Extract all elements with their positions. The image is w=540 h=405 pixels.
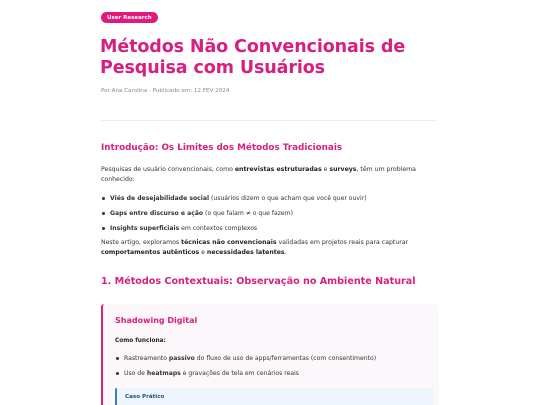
callout-label: Caso Prático (125, 394, 165, 400)
list-item (101, 191, 367, 206)
case-study-callout (115, 388, 433, 405)
list-item (101, 206, 367, 221)
method-card (101, 304, 439, 405)
list-item (115, 366, 376, 381)
intro-heading: Introdução: Os Limites dos Métodos Tradicionais (101, 143, 343, 153)
text-span: Pesquisas de usuário convencionais, como (101, 166, 235, 173)
bold-term: surveys (329, 166, 357, 173)
bold-term: Viés de desejabilidade social (110, 195, 210, 202)
section-1-heading: 1. Métodos Contextuais: Observação no Ambiente Natural (101, 276, 416, 287)
bold-term: heatmaps (146, 370, 181, 377)
text-span: validadas em projetos reais para capturar (276, 239, 409, 246)
intro-paragraph-2 (101, 238, 431, 258)
text-span: Uso de (124, 370, 147, 377)
list-item (115, 351, 376, 366)
article-meta: Por Ana Carolina · Publicado em: 12 FEV 2024 (101, 88, 230, 94)
text-span: Neste artigo, exploramos (101, 239, 182, 246)
bold-term: entrevistas estruturadas (234, 166, 322, 173)
bold-term: necessidades latentes (206, 249, 285, 256)
text-span: e (199, 249, 207, 256)
bold-term: Insights superficiais (110, 225, 180, 232)
text-span: em contextos complexos (179, 225, 258, 232)
card-title: Shadowing Digital (115, 316, 198, 325)
text-span: . (284, 249, 287, 256)
text-span: e gravações de tela em cenários reais (180, 370, 299, 377)
bold-term: comportamentos autênticos (101, 249, 200, 256)
bold-term: passivo (168, 355, 195, 362)
bold-term: Gaps entre discurso e ação (110, 210, 204, 217)
text-span: e (321, 166, 330, 173)
problem-list (101, 191, 367, 236)
bold-term: técnicas não convencionais (181, 239, 277, 246)
text-span: Rastreamento (124, 355, 169, 362)
text-span: do fluxo de uso de apps/ferramentas (com consentimento) (194, 355, 377, 362)
text-span: (usuários dizem o que acham que você quer ouvir) (209, 195, 367, 202)
card-subtitle: Como funciona: (115, 338, 166, 344)
article-title: Métodos Não Convencionais de Pesquisa com Usuários (100, 37, 406, 78)
text-span: (o que falam ≠ o que fazem) (203, 210, 293, 217)
divider (101, 120, 437, 121)
card-list (115, 351, 376, 381)
category-tag[interactable]: User Research (101, 12, 158, 23)
list-item (101, 221, 367, 236)
text-span: , têm um problema conhecido: (101, 166, 416, 183)
intro-paragraph-1 (101, 165, 431, 185)
